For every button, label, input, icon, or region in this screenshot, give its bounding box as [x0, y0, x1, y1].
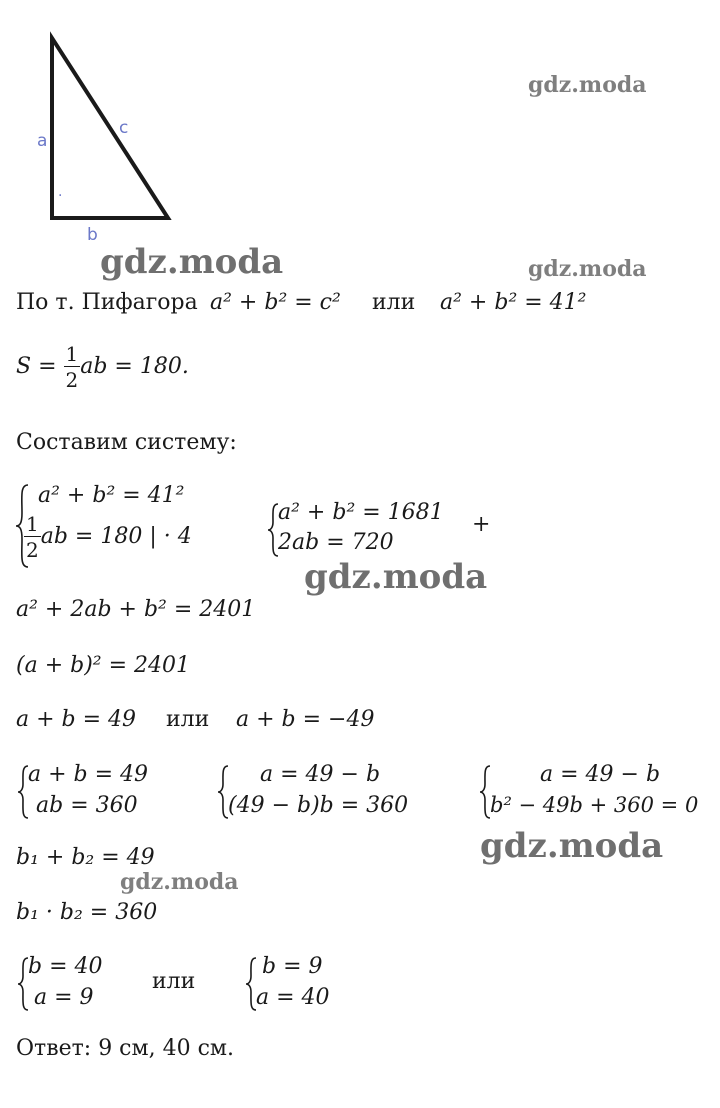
system5-line1: a = 49 − b: [540, 762, 661, 787]
right-angle-mark: ·: [58, 188, 63, 204]
solution1-line1: b = 40: [28, 954, 103, 979]
answer-text: Ответ: 9 см, 40 см.: [16, 1036, 235, 1061]
pythagoras-equation-2: a² + b² = 41²: [440, 290, 587, 315]
root-equation-1: a + b = 49: [16, 707, 137, 732]
plus-sign: +: [472, 512, 491, 537]
square-equation: (a + b)² = 2401: [16, 653, 191, 678]
area-lhs: S =: [16, 354, 64, 379]
side-b-label: b: [87, 225, 98, 245]
solution2-line1: b = 9: [262, 954, 323, 979]
system3-line1: a + b = 49: [28, 762, 149, 787]
sum-equation: a² + 2ab + b² = 2401: [16, 597, 256, 622]
half-fraction: [24, 514, 41, 560]
side-c-label: c: [119, 118, 129, 138]
fraction-denominator: 2: [26, 538, 39, 562]
system1-line2: [24, 514, 192, 560]
watermark: gdz.moda: [120, 869, 239, 895]
vieta-product: b₁ · b₂ = 360: [16, 900, 158, 925]
system4-line2: (49 − b)b = 360: [228, 793, 409, 818]
system2-line2: 2ab = 720: [278, 530, 394, 555]
area-rhs: ab = 180.: [80, 354, 189, 379]
watermark: gdz.moda: [528, 72, 647, 98]
triangle-shape: [52, 38, 168, 218]
pythagoras-prefix: По т. Пифагора: [16, 290, 198, 315]
right-triangle-figure: [0, 0, 260, 260]
system2-line1: a² + b² = 1681: [278, 500, 444, 525]
fraction-numerator: 1: [26, 512, 39, 536]
watermark: gdz.moda: [304, 557, 488, 597]
or-word: или: [152, 969, 196, 994]
fraction-numerator: 1: [65, 342, 79, 366]
half-fraction: [64, 344, 81, 390]
make-system-text: Составим систему:: [16, 430, 237, 455]
side-a-label: a: [37, 131, 48, 151]
root-equation-2: a + b = −49: [236, 707, 375, 732]
solution1-line2: a = 9: [34, 985, 94, 1010]
system1-line1: a² + b² = 41²: [38, 483, 185, 508]
solution2-line2: a = 40: [256, 985, 330, 1010]
area-formula: [16, 344, 189, 390]
vieta-sum: b₁ + b₂ = 49: [16, 845, 155, 870]
fraction-denominator: 2: [65, 368, 79, 392]
watermark: gdz.moda: [100, 242, 284, 282]
watermark: gdz.moda: [480, 826, 664, 866]
system4-line1: a = 49 − b: [260, 762, 381, 787]
pythagoras-equation-1: a² + b² = c²: [210, 290, 341, 315]
watermark: gdz.moda: [528, 256, 647, 282]
system5-line2: b² − 49b + 360 = 0: [490, 793, 699, 817]
system3-line2: ab = 360: [36, 793, 138, 818]
or-word: или: [372, 290, 416, 315]
or-word: или: [166, 707, 210, 732]
system1-line2-rest: ab = 180 | · 4: [40, 524, 192, 549]
